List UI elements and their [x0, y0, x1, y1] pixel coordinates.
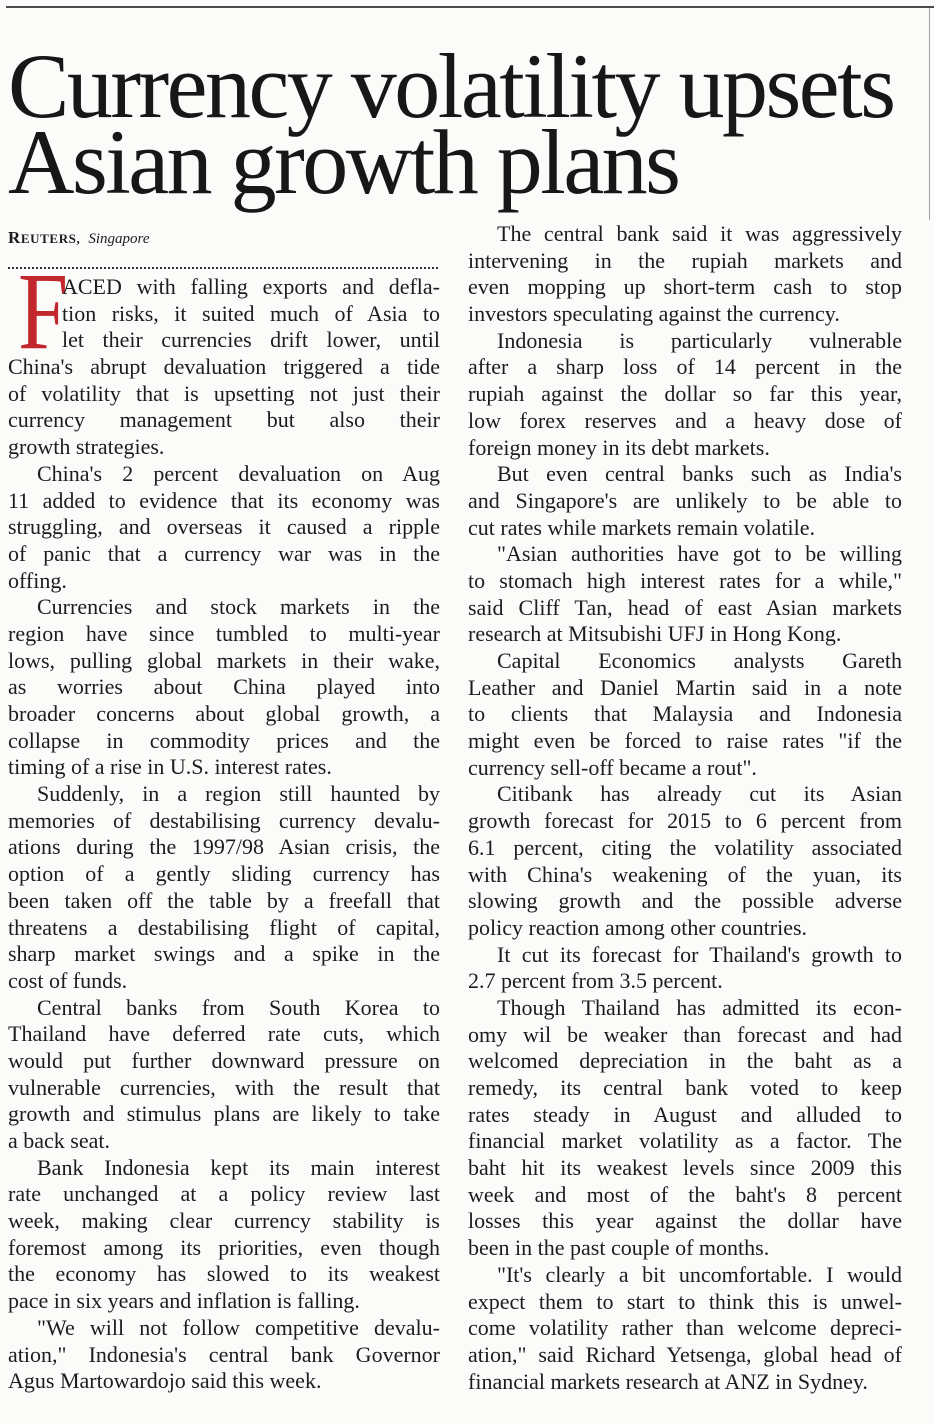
text-line: said Cliff Tan, head of east Asian markets	[468, 594, 902, 620]
text-line: Agus Martowardojo said this week.	[8, 1368, 322, 1394]
text-line: Citibank has already cut its Asian	[497, 781, 902, 807]
headline-line-1: Currency volatility upsets	[8, 35, 894, 137]
text-line: ations during the 1997/98 Asian crisis, the	[8, 834, 440, 860]
text-line: ation," Indonesia's central bank Governor	[8, 1341, 440, 1367]
text-line: after a sharp loss of 14 percent in the	[468, 354, 902, 380]
text-line: tion risks, it suited much of Asia to	[62, 300, 440, 326]
paragraph	[468, 648, 902, 781]
text-line: a back seat.	[8, 1128, 110, 1153]
text-line: broader concerns about global growth, a	[8, 701, 440, 726]
text-line: 11 added to evidence that its economy was	[8, 487, 440, 513]
text-line: let their currencies drift lower, until	[62, 327, 440, 353]
text-line: "It's clearly a bit uncomfortable. I would	[497, 1261, 902, 1287]
paragraph	[8, 995, 440, 1155]
text-line: might even be forced to raise rates "if the	[468, 728, 902, 754]
text-line: policy reaction among other countries.	[468, 914, 808, 940]
text-line: "Asian authorities have got to be willing	[497, 541, 902, 567]
text-line: been in the past couple of months.	[468, 1235, 770, 1261]
text-line: of volatility that is upsetting not just their	[8, 380, 440, 406]
paragraph	[468, 942, 902, 995]
text-line: welcomed depreciation in the baht as a	[468, 1048, 902, 1074]
text-line: financial market volatility as a factor. The	[468, 1128, 902, 1154]
text-line: of panic that a currency war was in the	[8, 540, 440, 566]
paragraph	[468, 328, 902, 461]
headline-line-2: Asian growth plans	[8, 111, 679, 213]
paragraph	[8, 1155, 440, 1315]
headline	[8, 35, 894, 213]
text-line: Thailand have deferred rate cuts, which	[8, 1021, 440, 1047]
text-line: low forex reserves and a heavy dose of	[468, 407, 902, 433]
text-line: rates steady in August and alluded to	[468, 1101, 902, 1127]
text-line: week, making clear currency stability is	[8, 1208, 440, 1234]
text-line: sharp market swings and a spike in the	[8, 941, 440, 967]
text-line: China's 2 percent devaluation on Aug	[37, 460, 440, 486]
text-line: come volatility rather than welcome depreci-	[468, 1315, 902, 1341]
text-line: China's abrupt devaluation triggered a tide	[8, 354, 440, 380]
text-line: as worries about China played into	[8, 674, 440, 700]
text-line: memories of destabilising currency devalu-	[8, 807, 440, 833]
page-edge-line	[929, 8, 930, 220]
text-line: pace in six years and inflation is falling.	[8, 1288, 360, 1314]
text-line: Capital Economics analysts Gareth	[497, 648, 902, 673]
text-line: slowing growth and the possible adverse	[468, 888, 902, 914]
text-line: lows, pulling global markets in their wake,	[8, 647, 440, 673]
text-line: even mopping up short-term cash to stop	[468, 274, 902, 300]
left-column	[8, 274, 440, 1395]
text-line: The central bank said it was aggressively	[497, 221, 902, 246]
text-line: 6.1 percent, citing the volatility associated	[468, 834, 902, 860]
text-line: Bank Indonesia kept its main interest	[37, 1154, 440, 1180]
paragraph	[468, 1262, 902, 1395]
paragraph	[8, 1315, 440, 1395]
paragraph	[8, 461, 440, 594]
paragraph	[468, 781, 902, 941]
text-line: baht hit its weakest levels since 2009 this	[468, 1155, 902, 1181]
text-line: Suddenly, in a region still haunted by	[37, 781, 440, 807]
paragraph	[468, 221, 902, 328]
text-line: offing.	[8, 567, 67, 593]
text-line: to clients that Malaysia and Indonesia	[468, 701, 902, 727]
text-line: expect them to start to think this is unwel-	[468, 1288, 902, 1314]
text-line: threatens a destabilising flight of capital,	[8, 914, 440, 940]
text-line: intervening in the rupiah markets and	[468, 247, 902, 273]
text-line: the economy has slowed to its weakest	[8, 1261, 440, 1287]
text-line: to stomach high interest rates for a while,"	[468, 567, 902, 593]
text-line: research at Mitsubishi UFJ in Hong Kong.	[468, 621, 842, 647]
text-line: foremost among its priorities, even though	[8, 1234, 440, 1260]
text-line: region have since tumbled to multi-year	[8, 620, 440, 646]
paragraph	[468, 995, 902, 1262]
text-line: Indonesia is particularly vulnerable	[497, 327, 902, 353]
paragraph	[468, 461, 902, 541]
text-line: growth strategies.	[8, 434, 165, 460]
text-line: currency sell-off became a rout".	[468, 754, 757, 780]
text-line: and Singapore's are unlikely to be able to	[468, 487, 902, 513]
text-line: investors speculating against the currency.	[468, 301, 840, 327]
text-line: Currencies and stock markets in the	[37, 594, 440, 620]
byline	[8, 227, 149, 250]
text-line: vulnerable currencies, with the result that	[8, 1074, 440, 1100]
text-line: omy wil be weaker than forecast and had	[468, 1021, 902, 1047]
text-line: currency management but also their	[8, 407, 440, 433]
text-line: growth forecast for 2015 to 6 percent from	[468, 808, 902, 834]
text-line: remedy, its central bank voted to keep	[468, 1075, 902, 1100]
text-line: with China's weakening of the yuan, its	[468, 861, 902, 887]
paragraph	[468, 541, 902, 648]
right-column	[468, 221, 902, 1395]
text-line: collapse in commodity prices and the	[8, 727, 440, 753]
text-line: week and most of the baht's 8 percent	[468, 1181, 902, 1207]
paragraph	[8, 274, 440, 461]
text-line: timing of a rise in U.S. interest rates.	[8, 754, 332, 780]
text-line: 2.7 percent from 3.5 percent.	[468, 968, 723, 994]
text-line: Though Thailand has admitted its econ-	[497, 994, 902, 1020]
text-line: ation," said Richard Yetsenga, global head of	[468, 1341, 902, 1367]
text-line: "We will not follow competitive devalu-	[37, 1314, 440, 1340]
paragraph	[8, 594, 440, 781]
byline-agency: REUTERS,	[8, 228, 81, 247]
text-line: It cut its forecast for Thailand's growth to	[497, 941, 902, 967]
dotted-divider	[8, 267, 438, 269]
text-line: been taken off the table by a freefall that	[8, 887, 440, 913]
text-line: would put further downward pressure on	[8, 1047, 440, 1073]
top-rule	[6, 6, 934, 8]
text-line: rupiah against the dollar so far this year,	[468, 381, 902, 407]
paragraph	[8, 781, 440, 995]
text-line: struggling, and overseas it caused a ripple	[8, 514, 440, 540]
byline-location: Singapore	[88, 231, 150, 247]
text-line: financial markets research at ANZ in Sydney.	[468, 1368, 868, 1394]
text-line: option of a gently sliding currency has	[8, 861, 440, 887]
text-line: cost of funds.	[8, 967, 128, 993]
text-line: ACED with falling exports and defla-	[62, 274, 440, 299]
text-line: cut rates while markets remain volatile.	[468, 514, 815, 540]
text-line: But even central banks such as India's	[497, 461, 902, 487]
drop-cap: F	[18, 250, 69, 372]
text-line: Central banks from South Korea to	[37, 994, 440, 1020]
text-line: losses this year against the dollar have	[468, 1208, 902, 1234]
text-line: foreign money in its debt markets.	[468, 434, 770, 460]
text-line: Leather and Daniel Martin said in a note	[468, 674, 902, 700]
text-line: rate unchanged at a policy review last	[8, 1181, 440, 1207]
text-line: growth and stimulus plans are likely to take	[8, 1101, 440, 1127]
